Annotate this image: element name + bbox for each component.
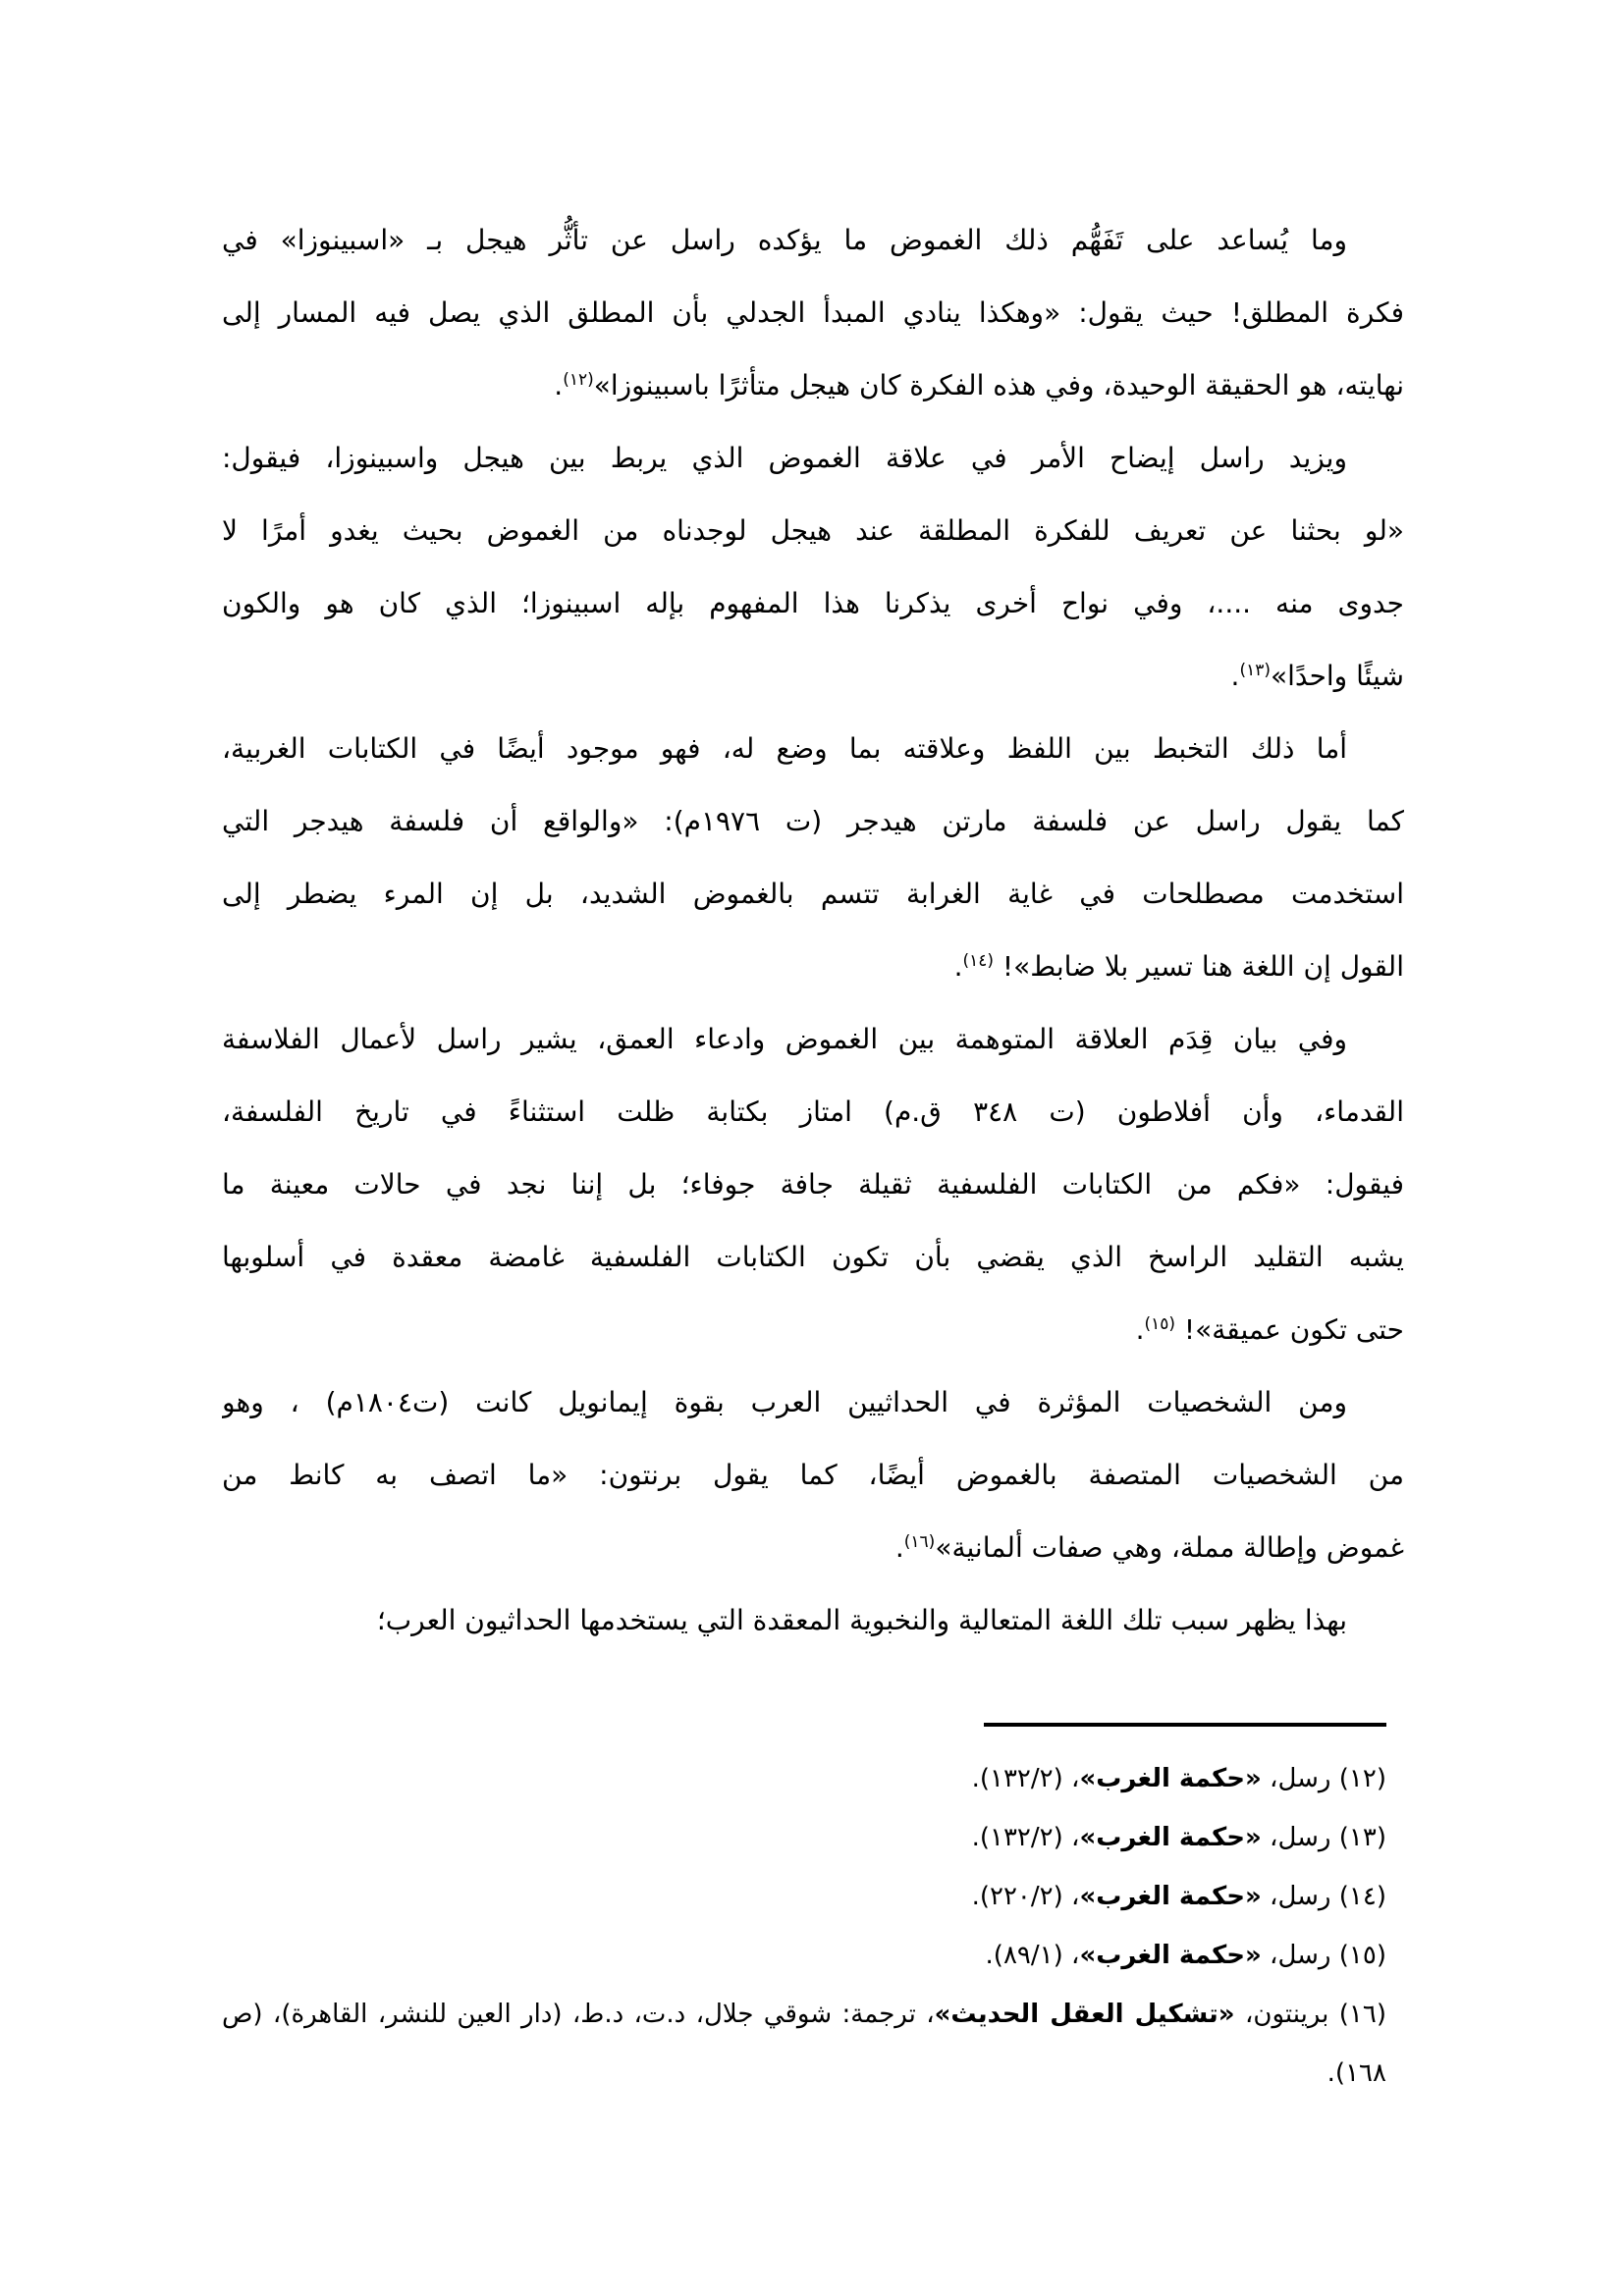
body-line-text: شيئًا واحدًا» xyxy=(1270,660,1404,692)
footnote-number: (١٣) xyxy=(1338,1823,1386,1852)
body-line xyxy=(222,931,1404,1003)
body-line-text: يشبه التقليد الراسخ الذي يقضي بأن تكون الكتابات الفلسفية غامضة معقدة في أسلوبها xyxy=(222,1241,1404,1273)
body-line-text: وما يُساعد على تَفَهُّم ذلك الغموض ما يؤكده راسل عن تأثُّر هيجل بـ «اسبينوزا» في xyxy=(222,224,1347,256)
body-text xyxy=(222,204,1404,1657)
body-line xyxy=(222,1148,1404,1221)
footnote-ref-14: (١٤) xyxy=(962,951,995,971)
footnote-page-number: ١٦٨). xyxy=(1326,2058,1386,2088)
body-line xyxy=(222,567,1404,640)
footnote-number: (١٢) xyxy=(1338,1764,1386,1793)
body-line-tail: . xyxy=(554,369,564,401)
footnote-item-15 xyxy=(222,1926,1386,1985)
body-line xyxy=(222,495,1404,567)
footnote-locator: ، (٢٢٠/٢). xyxy=(971,1882,1080,1911)
footnote-separator xyxy=(984,1723,1386,1727)
body-line-text: ويزيد راسل إيضاح الأمر في علاقة الغموض الذي يربط بين هيجل واسبينوزا، فيقول: xyxy=(222,442,1347,474)
body-line xyxy=(222,785,1404,858)
body-line-text: «لو بحثنا عن تعريف للفكرة المطلقة عند هيجل لوجدناه من الغموض بحيث يغدو أمرًا لا xyxy=(222,514,1404,547)
body-line-text: وفي بيان قِدَم العلاقة المتوهمة بين الغموض وادعاء العمق، يشير راسل لأعمال الفلاسفة xyxy=(222,1023,1347,1055)
footnote-item-16 xyxy=(222,1985,1386,2044)
footnote-author: رسل، xyxy=(1261,1882,1339,1911)
footnote-ref-13: (١٣) xyxy=(1239,661,1271,680)
body-line xyxy=(222,1221,1404,1294)
footnote-ref-12: (١٢) xyxy=(563,370,594,390)
body-line-text: فكرة المطلق! حيث يقول: «وهكذا ينادي المبدأ الجدلي بأن المطلق الذي يصل فيه المسار إلى xyxy=(222,296,1404,329)
body-line-tail: . xyxy=(894,1531,904,1564)
body-line-tail: . xyxy=(1230,660,1240,692)
body-line-text: القدماء، وأن أفلاطون (ت ٣٤٨ ق.م) امتاز بكتابة ظلت استثناءً في تاريخ الفلسفة، xyxy=(222,1095,1404,1128)
footnote-ref-15: (١٥) xyxy=(1144,1314,1176,1334)
footnote-locator: ، (٨٩/١). xyxy=(985,1941,1080,1970)
footnote-author: رسل، xyxy=(1261,1823,1339,1852)
body-line-text: كما يقول راسل عن فلسفة مارتن هيدجر (ت ١٩٧٦م): «والواقع أن فلسفة هيدجر التي xyxy=(222,805,1404,837)
footnote-item-16-continuation xyxy=(222,2044,1386,2103)
body-line xyxy=(222,1584,1404,1657)
body-line-text: جدوى منه ....، وفي نواح أخرى يذكرنا هذا المفهوم بإله اسبينوزا؛ الذي كان هو والكون xyxy=(222,587,1404,619)
body-line-text: القول إن اللغة هنا تسير بلا ضابط»! xyxy=(994,950,1404,983)
body-line-text: استخدمت مصطلحات في غاية الغرابة تتسم بالغموض الشديد، بل إن المرء يضطر إلى xyxy=(222,878,1404,910)
footnote-number: (١٤) xyxy=(1338,1882,1386,1911)
body-line xyxy=(222,204,1404,277)
body-line xyxy=(222,1294,1404,1366)
body-line xyxy=(222,1512,1404,1584)
footnote-item-12 xyxy=(222,1749,1386,1808)
body-line xyxy=(222,422,1404,495)
body-line-tail: . xyxy=(953,950,963,983)
footnote-book-title: «تشكيل العقل الحديث» xyxy=(934,2000,1235,2029)
body-line xyxy=(222,349,1404,422)
body-line-tail: . xyxy=(1135,1313,1145,1346)
footnote-locator: ، ترجمة: شوقي جلال، د.ت، د.ط، (دار العين للنشر، القاهرة)، (ص xyxy=(222,2000,935,2029)
footnote-number: (١٥) xyxy=(1338,1941,1386,1970)
body-line xyxy=(222,1439,1404,1512)
body-line-text: فيقول: «فكم من الكتابات الفلسفية ثقيلة جافة جوفاء؛ بل إننا نجد في حالات معينة ما xyxy=(222,1168,1404,1201)
footnote-book-title: «حكمة الغرب» xyxy=(1079,1764,1262,1793)
footnote-book-title: «حكمة الغرب» xyxy=(1079,1823,1262,1852)
body-line-text: ومن الشخصيات المؤثرة في الحداثيين العرب بقوة إيمانويل كانت (ت١٨٠٤م) ، وهو xyxy=(222,1386,1347,1418)
footnote-locator: ، (١٣٢/٢). xyxy=(971,1764,1080,1793)
footnote-book-title: «حكمة الغرب» xyxy=(1079,1941,1262,1970)
footnote-book-title: «حكمة الغرب» xyxy=(1079,1882,1262,1911)
body-line-text: من الشخصيات المتصفة بالغموض أيضًا، كما يقول برنتون: «ما اتصف به كانط من xyxy=(222,1459,1404,1491)
footnote-author: رسل، xyxy=(1261,1941,1339,1970)
footnotes-section xyxy=(222,1749,1386,2103)
body-line-text: بهذا يظهر سبب تلك اللغة المتعالية والنخبوية المعقدة التي يستخدمها الحداثيون العرب؛ xyxy=(376,1604,1347,1636)
body-line xyxy=(222,1076,1404,1148)
body-line xyxy=(222,858,1404,931)
footnote-item-13 xyxy=(222,1808,1386,1867)
footnote-number: (١٦) xyxy=(1338,2000,1386,2029)
footnote-author: رسل، xyxy=(1261,1764,1339,1793)
body-line xyxy=(222,640,1404,713)
body-line-text: أما ذلك التخبط بين اللفظ وعلاقته بما وضع له، فهو موجود أيضًا في الكتابات الغربية، xyxy=(222,732,1347,765)
body-line-text: حتى تكون عميقة»! xyxy=(1175,1313,1404,1346)
footnote-locator: ، (١٣٢/٢). xyxy=(971,1823,1080,1852)
body-line xyxy=(222,1366,1404,1439)
footnote-ref-16: (١٦) xyxy=(903,1532,936,1552)
body-line xyxy=(222,1003,1404,1076)
footnote-author: برينتون، xyxy=(1234,2000,1339,2029)
body-line xyxy=(222,713,1404,785)
body-line-text: غموض وإطالة مملة، وهي صفات ألمانية» xyxy=(935,1531,1404,1564)
body-line-text: نهايته، هو الحقيقة الوحيدة، وفي هذه الفكرة كان هيجل متأثرًا باسبينوزا» xyxy=(593,369,1404,401)
footnote-item-14 xyxy=(222,1867,1386,1926)
body-line xyxy=(222,277,1404,349)
